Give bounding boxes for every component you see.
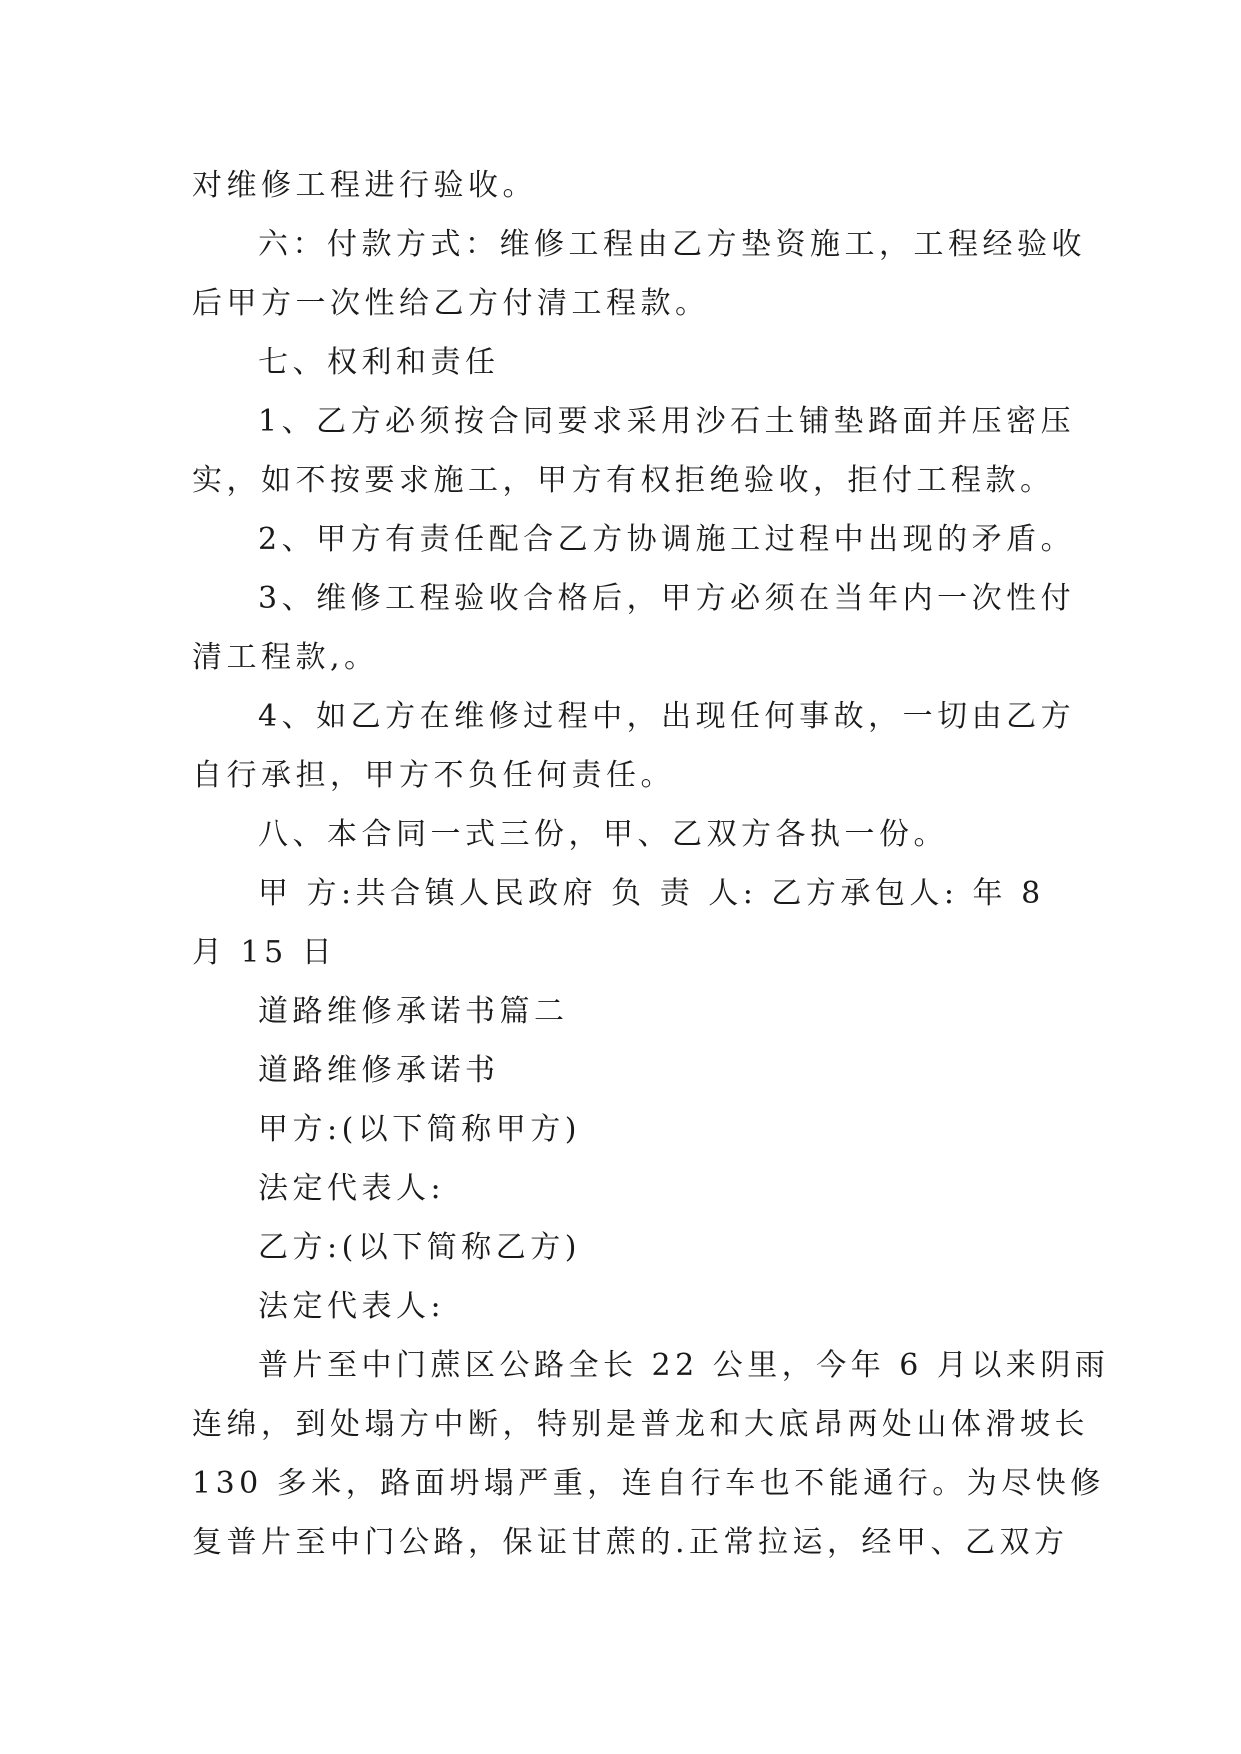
paragraph-line: 连绵，到处塌方中断，特别是普龙和大底昂两处山体滑坡长 xyxy=(192,1407,1089,1442)
signature-line: 甲 方:共合镇人民政府 负 责 人: 乙方承包人: 年 8 xyxy=(258,876,1045,911)
paragraph-line: 复普片至中门公路，保证甘蔗的.正常拉运，经甲、乙双方 xyxy=(192,1525,1069,1560)
paragraph-line: 130 多米，路面坍塌严重，连自行车也不能通行。为尽快修 xyxy=(192,1466,1105,1501)
section-title: 道路维修承诺书篇二 xyxy=(258,994,569,1029)
section-heading: 七、权利和责任 xyxy=(258,345,500,380)
party-a-line: 甲方:(以下简称甲方) xyxy=(258,1112,582,1147)
legal-rep-line: 法定代表人: xyxy=(258,1171,446,1206)
paragraph-line: 1、乙方必须按合同要求采用沙石土铺垫路面并压密压 xyxy=(258,404,1076,439)
paragraph-line: 对维修工程进行验收。 xyxy=(192,168,537,203)
paragraph-line: 后甲方一次性给乙方付清工程款。 xyxy=(192,286,710,321)
paragraph-line: 2、甲方有责任配合乙方协调施工过程中出现的矛盾。 xyxy=(258,522,1076,557)
signature-date-line: 月 15 日 xyxy=(192,935,337,970)
paragraph-line: 实，如不按要求施工，甲方有权拒绝验收，拒付工程款。 xyxy=(192,463,1055,498)
paragraph-line: 清工程款,。 xyxy=(192,640,379,675)
paragraph-line: 普片至中门蔗区公路全长 22 公里，今年 6 月以来阴雨 xyxy=(258,1348,1110,1383)
document-title: 道路维修承诺书 xyxy=(258,1053,500,1088)
paragraph-line: 3、维修工程验收合格后，甲方必须在当年内一次性付 xyxy=(258,581,1076,616)
party-b-line: 乙方:(以下简称乙方) xyxy=(258,1230,582,1265)
paragraph-line: 4、如乙方在维修过程中，出现任何事故，一切由乙方 xyxy=(258,699,1076,734)
paragraph-line: 自行承担，甲方不负任何责任。 xyxy=(192,758,675,793)
paragraph-line: 六：付款方式：维修工程由乙方垫资施工，工程经验收 xyxy=(258,227,1086,262)
document-body xyxy=(192,156,1110,1572)
legal-rep-line: 法定代表人: xyxy=(258,1289,446,1324)
paragraph-line: 八、本合同一式三份，甲、乙双方各执一份。 xyxy=(258,817,948,852)
